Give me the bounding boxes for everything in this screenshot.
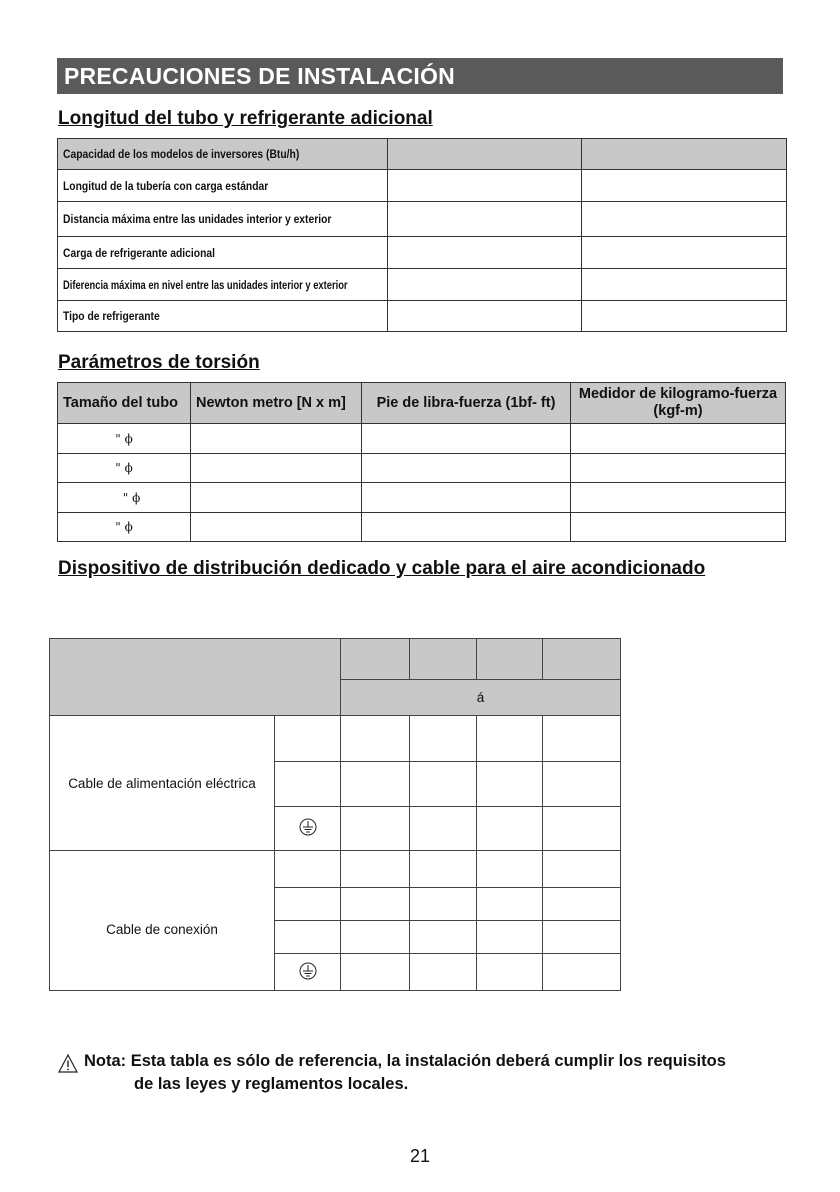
table-row — [58, 269, 787, 301]
value-cell — [388, 301, 582, 332]
value-cell — [582, 237, 787, 269]
ground-symbol-icon — [299, 962, 317, 980]
value-cell — [410, 921, 477, 954]
value-cell — [410, 762, 477, 807]
table-row — [58, 454, 786, 483]
value-cell — [410, 888, 477, 921]
value-cell — [341, 716, 410, 762]
value-cell — [388, 202, 582, 237]
table-row — [58, 139, 787, 170]
value-cell — [388, 269, 582, 301]
value-cell — [362, 424, 571, 454]
value-cell — [571, 424, 786, 454]
value-cell — [477, 851, 543, 888]
value-cell — [388, 139, 582, 170]
value-cell — [388, 170, 582, 202]
table-header-row — [58, 383, 786, 424]
header-foot-pound: Pie de libra-fuerza (1bf- ft) — [362, 383, 571, 424]
subheader-cell: á — [341, 680, 621, 716]
connection-cable-label: Cable de conexión — [50, 851, 275, 991]
cable-table — [49, 638, 621, 991]
value-cell — [341, 888, 410, 921]
ground-cell — [275, 807, 341, 851]
row-label: Diferencia máxima en nivel entre las unidades interior y exterior — [58, 269, 388, 301]
value-cell — [341, 762, 410, 807]
value-cell — [477, 921, 543, 954]
header-kgf-meter: Medidor de kilogramo-fuerza (kgf-m) — [571, 383, 786, 424]
value-cell — [477, 762, 543, 807]
header-newton-meter: Newton metro [N x m] — [191, 383, 362, 424]
heading-torque: Parámetros de torsión — [58, 352, 260, 373]
value-cell — [582, 301, 787, 332]
value-cell — [582, 269, 787, 301]
conductor-cell — [275, 762, 341, 807]
value-cell — [341, 921, 410, 954]
table-row — [58, 202, 787, 237]
torque-table — [57, 382, 786, 542]
row-label: Capacidad de los modelos de inversores (Btu/h) — [58, 139, 388, 170]
value-cell — [410, 954, 477, 991]
value-cell — [571, 454, 786, 483]
header-cell — [477, 639, 543, 680]
value-cell — [341, 807, 410, 851]
table-row — [58, 237, 787, 269]
warning-triangle-icon — [58, 1054, 78, 1073]
value-cell — [410, 716, 477, 762]
table-row — [58, 424, 786, 454]
row-label: Tipo de refrigerante — [58, 301, 388, 332]
table-row — [50, 851, 621, 888]
value-cell — [362, 513, 571, 542]
conductor-cell — [275, 921, 341, 954]
tube-size-cell: " ϕ — [58, 454, 191, 483]
row-label: Carga de refrigerante adicional — [58, 237, 388, 269]
value-cell — [543, 762, 621, 807]
header-cell — [410, 639, 477, 680]
value-cell — [582, 139, 787, 170]
value-cell — [571, 513, 786, 542]
header-blank-cell — [50, 639, 341, 716]
table-row — [58, 301, 787, 332]
value-cell — [191, 513, 362, 542]
value-cell — [362, 483, 571, 513]
heading-pipe-length: Longitud del tubo y refrigerante adicional — [58, 108, 433, 129]
value-cell — [362, 454, 571, 483]
table-row — [50, 716, 621, 762]
table-header-row — [50, 639, 621, 680]
conductor-cell — [275, 851, 341, 888]
row-label: Distancia máxima entre las unidades interior y exterior — [58, 202, 388, 237]
value-cell — [341, 851, 410, 888]
value-cell — [571, 483, 786, 513]
header-tube-size: Tamaño del tubo — [58, 383, 191, 424]
tube-size-cell: " ϕ — [58, 483, 191, 513]
value-cell — [477, 888, 543, 921]
value-cell — [582, 202, 787, 237]
value-cell — [410, 851, 477, 888]
value-cell — [410, 807, 477, 851]
value-cell — [543, 954, 621, 991]
row-label: Longitud de la tubería con carga estándar — [58, 170, 388, 202]
banner-title: PRECAUCIONES DE INSTALACIÓN — [64, 63, 455, 89]
page-number: 21 — [409, 1146, 431, 1166]
tube-size-cell: " ϕ — [58, 513, 191, 542]
header-cell — [341, 639, 410, 680]
conductor-cell — [275, 888, 341, 921]
value-cell — [477, 807, 543, 851]
conductor-cell — [275, 716, 341, 762]
table-row — [58, 513, 786, 542]
value-cell — [191, 483, 362, 513]
value-cell — [543, 888, 621, 921]
heading-distribution: Dispositivo de distribución dedicado y cable para el aire acondicionado — [58, 558, 706, 579]
value-cell — [191, 424, 362, 454]
ground-cell — [275, 954, 341, 991]
value-cell — [388, 237, 582, 269]
power-cable-label: Cable de alimentación eléctrica — [50, 716, 275, 851]
note-line-2: de las leyes y reglamentos locales. — [134, 1075, 409, 1093]
note-line-1: Nota: Esta tabla es sólo de referencia, la instalación deberá cumplir los requisitos — [84, 1052, 726, 1070]
section-banner — [57, 58, 783, 94]
tube-size-cell: " ϕ — [58, 424, 191, 454]
value-cell — [543, 851, 621, 888]
header-cell — [543, 639, 621, 680]
value-cell — [191, 454, 362, 483]
pipe-length-table — [57, 138, 787, 332]
value-cell — [477, 716, 543, 762]
value-cell — [341, 954, 410, 991]
value-cell — [543, 716, 621, 762]
table-row — [58, 483, 786, 513]
ground-symbol-icon — [299, 818, 317, 836]
table-row — [58, 170, 787, 202]
value-cell — [543, 921, 621, 954]
value-cell — [543, 807, 621, 851]
value-cell — [582, 170, 787, 202]
value-cell — [477, 954, 543, 991]
